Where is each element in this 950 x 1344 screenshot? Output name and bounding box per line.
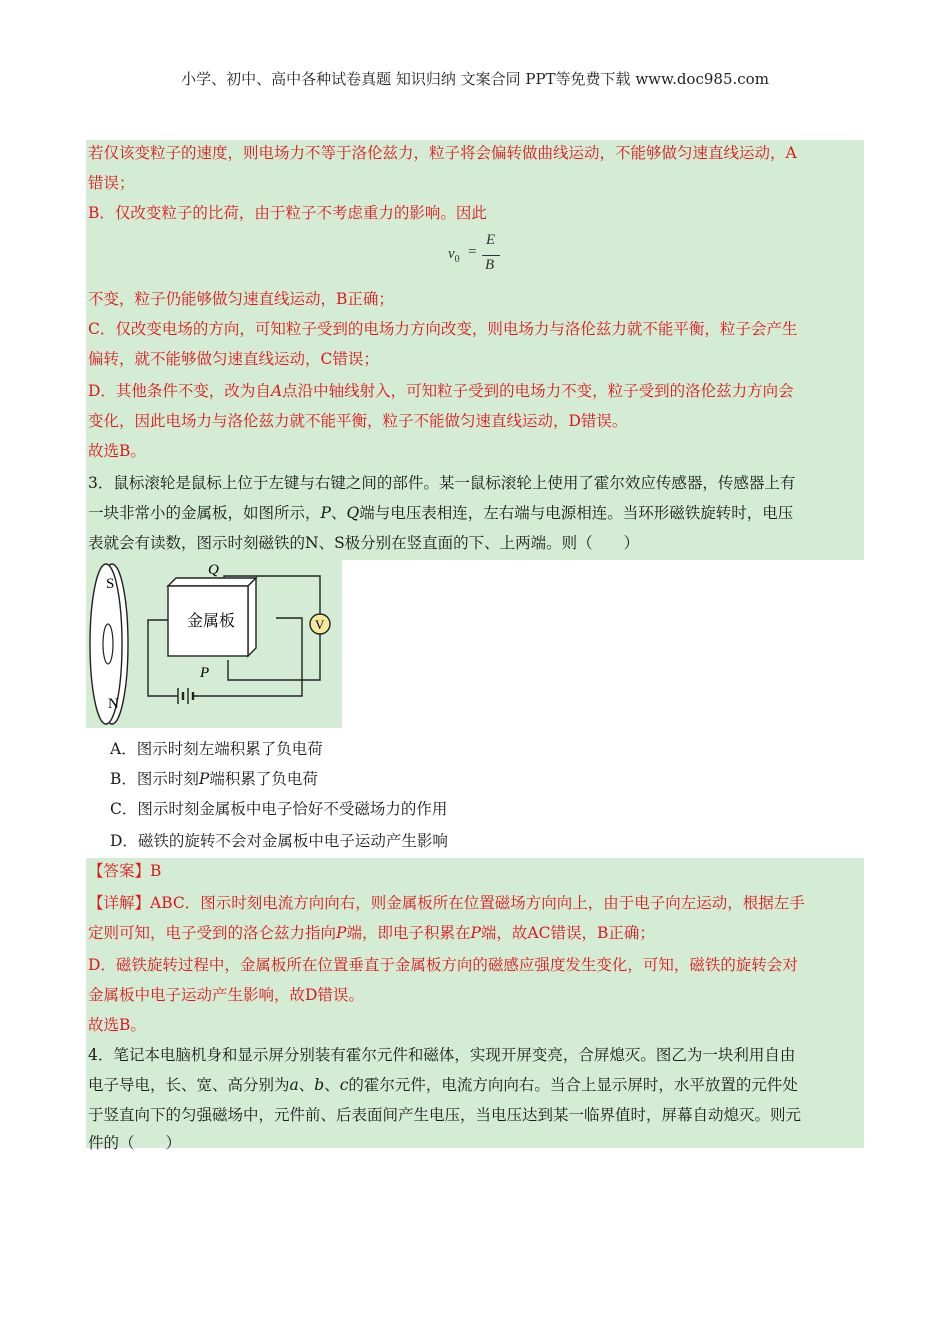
para-c-line-1: C．仅改变电场的方向，可知粒子受到的电场力方向改变，则电场力与洛伦兹力就不能平衡，粒子会产生 (88, 320, 798, 338)
para-d-line-1: D．其他条件不变，改为自A点沿中轴线射入，可知粒子受到的电场力不变，粒子受到的洛伦兹力方向会 (88, 382, 794, 400)
para-b-line-1: B．仅改变粒子的比荷，由于粒子不考虑重力的影响。因此 (88, 204, 487, 222)
label-q: Q (208, 562, 219, 578)
q3-line-3: 表就会有读数，图示时刻磁铁的N、S极分别在竖直面的下、上两端。则（ ） (88, 534, 640, 552)
para-b-line-2: 不变，粒子仍能够做匀速直线运动，B正确； (88, 290, 394, 308)
option-d: D．磁铁的旋转不会对金属板中电子运动产生影响 (110, 832, 448, 850)
label-p: P (200, 665, 210, 681)
q4-line-1: 4．笔记本电脑机身和显示屏分别装有霍尔元件和磁体，实现开屏变亮，合屏熄灭。图乙为一块利用自由 (88, 1046, 796, 1064)
detail-line-1: 【详解】ABC．图示时刻电流方向向右，则金属板所在位置磁场方向向上，由于电子向左运动，根据左手 (88, 894, 805, 912)
ring-magnet-hole (103, 624, 113, 664)
option-b: B．图示时刻P端积累了负电荷 (110, 770, 318, 788)
detail-line-3: D．磁铁旋转过程中，金属板所在位置垂直于金属板方向的磁感应强度发生变化，可知，磁铁的旋转会对 (88, 956, 798, 974)
label-s: S (106, 576, 115, 592)
answer: 【答案】B (88, 862, 162, 880)
option-a: A．图示时刻左端积累了负电荷 (110, 740, 323, 758)
q4-line-4: 件的（ ） (88, 1134, 182, 1152)
para-c-line-2: 偏转，就不能够做匀速直线运动，C错误； (88, 350, 379, 368)
q3-line-2: 一块非常小的金属板，如图所示，P、Q端与电压表相连，左右端与电源相连。当环形磁铁旋转时，电压 (88, 504, 794, 522)
plate-label: 金属板 (187, 611, 236, 630)
page-header: 小学、初中、高中各种试卷真题 知识归纳 文案合同 PPT等免费下载 www.doc985.com (181, 70, 769, 88)
hall-sensor-figure (86, 560, 342, 728)
para-d-line-2: 变化，因此电场力与洛伦兹力就不能平衡，粒子不能做匀速直线运动，D错误。 (88, 412, 628, 430)
q3-line-1: 3．鼠标滚轮是鼠标上位于左键与右键之间的部件。某一鼠标滚轮上使用了霍尔效应传感器，传感器上有 (88, 474, 796, 492)
para-a-line-1: 若仅该变粒子的速度，则电场力不等于洛伦兹力，粒子将会偏转做曲线运动，不能够做匀速直线运动，A (88, 144, 797, 162)
para-a-line-2: 错误； (88, 174, 135, 192)
detail-line-4: 金属板中电子运动产生影响，故D错误。 (88, 986, 364, 1004)
detail-line-2: 定则可知，电子受到的洛仑兹力指向P端，即电子积累在P端，故AC错误，B正确； (88, 924, 655, 942)
choice-2: 故选B。 (88, 1016, 146, 1034)
choice-1: 故选B。 (88, 442, 146, 460)
option-c: C．图示时刻金属板中电子恰好不受磁场力的作用 (110, 800, 448, 818)
velocity-formula: $v_0$ = E B (448, 232, 528, 280)
q4-line-2: 电子导电，长、宽、高分别为a、b、c的霍尔元件，电流方向向右。当合上显示屏时，水平放置的元件处 (88, 1076, 798, 1094)
q4-line-3: 于竖直向下的匀强磁场中，元件前、后表面间产生电压，当电压达到某一临界值时，屏幕自动熄灭。则元 (88, 1106, 802, 1124)
label-v: V (315, 617, 325, 632)
label-n: N (108, 696, 119, 712)
